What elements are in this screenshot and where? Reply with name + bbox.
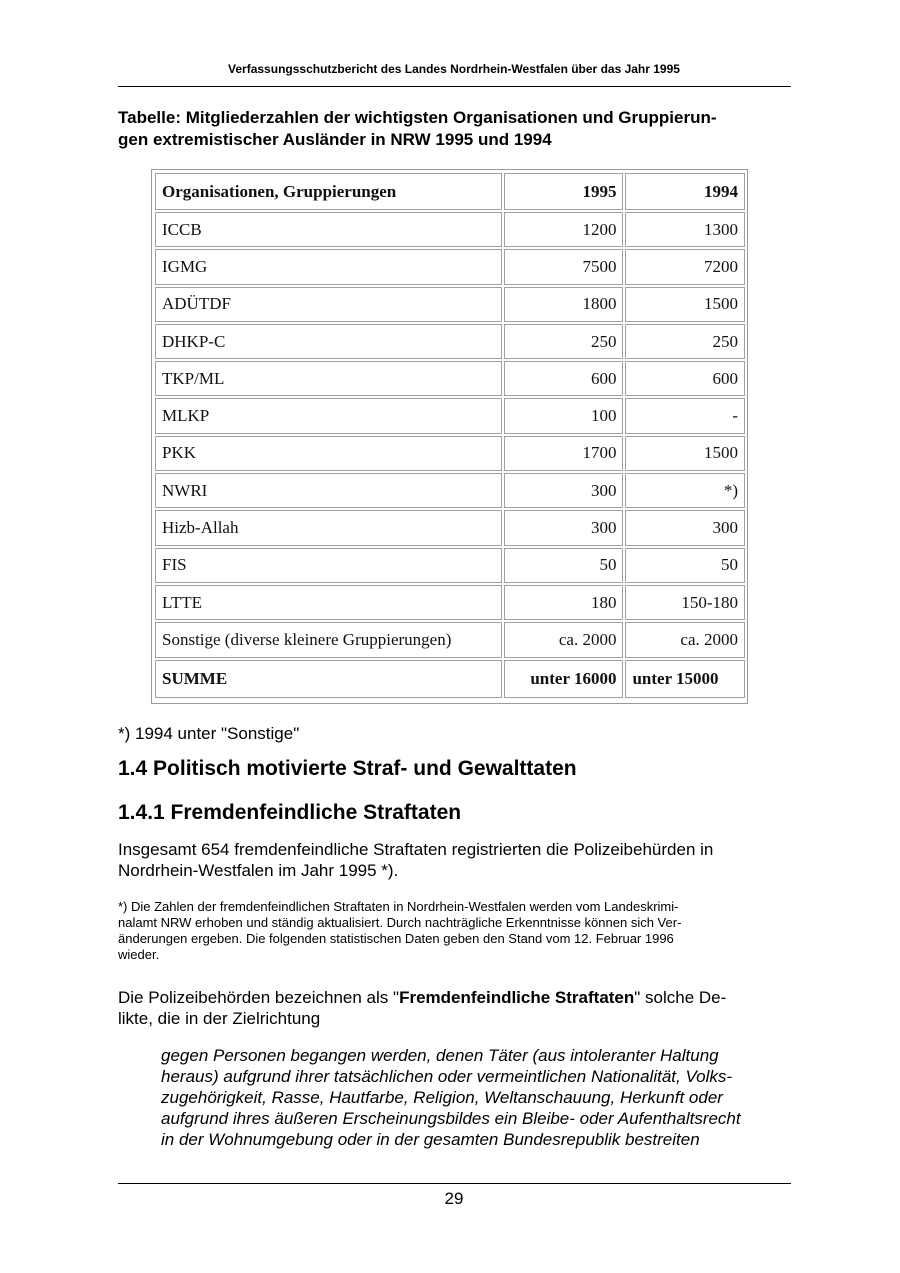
column-header-1994: 1994 xyxy=(625,173,745,210)
footer-divider xyxy=(118,1183,791,1184)
organisation-cell: LTTE xyxy=(155,585,502,620)
definition-text-after: " solche De- likte, die in der Zielrichtung xyxy=(118,988,727,1028)
members-1994-cell: 600 xyxy=(625,361,745,396)
column-header-1995: 1995 xyxy=(504,173,624,210)
page-number: 29 xyxy=(444,1189,464,1208)
total-1995-cell: unter 16000 xyxy=(504,660,624,698)
organisation-cell: MLKP xyxy=(155,398,502,433)
organisation-cell: Sonstige (diverse kleinere Gruppierungen) xyxy=(155,622,502,657)
table-row xyxy=(155,361,745,396)
table-row xyxy=(155,510,745,545)
table-row xyxy=(155,249,745,284)
members-1995-cell: 250 xyxy=(504,324,624,359)
organisation-cell: DHKP-C xyxy=(155,324,502,359)
column-header-organisation: Organisationen, Gruppierungen xyxy=(155,173,502,210)
members-1994-cell: - xyxy=(625,398,745,433)
members-1995-cell: 300 xyxy=(504,473,624,508)
table-row xyxy=(155,212,745,247)
table-row xyxy=(155,548,745,583)
members-1995-cell: 1200 xyxy=(504,212,624,247)
members-1994-cell: 1300 xyxy=(625,212,745,247)
members-1994-cell: 50 xyxy=(625,548,745,583)
members-1994-cell: 1500 xyxy=(625,287,745,322)
organisation-cell: NWRI xyxy=(155,473,502,508)
organisation-cell: FIS xyxy=(155,548,502,583)
members-1994-cell: ca. 2000 xyxy=(625,622,745,657)
members-1995-cell: 180 xyxy=(504,585,624,620)
organisation-cell: PKK xyxy=(155,436,502,471)
subsection-heading: 1.4.1 Fremdenfeindliche Straftaten xyxy=(118,801,462,824)
total-label-cell: SUMME xyxy=(155,660,502,698)
header-divider xyxy=(118,86,791,87)
members-1995-cell: 300 xyxy=(504,510,624,545)
table-row xyxy=(155,287,745,322)
members-1994-cell: *) xyxy=(625,473,745,508)
paragraph-definition xyxy=(118,987,788,1029)
members-1995-cell: 100 xyxy=(504,398,624,433)
organisation-cell: IGMG xyxy=(155,249,502,284)
definition-quote: gegen Personen begangen werden, denen Täter (aus intoleranter Haltung heraus) aufgrund ihrer tatsächlichen oder vermeintlichen Nationalität, Volks- zugehörigkeit, Rasse, Hautfarbe, Religion, Weltanschauung, Herkunft oder aufgrund ihres äußeren Erscheinungsbildes ein Bleibe- oder Aufenthaltsrecht in der Wohnumgebung oder in der gesamten Bundesrepublik bestreiten xyxy=(161,1046,741,1149)
members-1995-cell: ca. 2000 xyxy=(504,622,624,657)
total-1994-cell: unter 15000 xyxy=(625,660,745,698)
members-1995-cell: 7500 xyxy=(504,249,624,284)
members-1994-cell: 150-180 xyxy=(625,585,745,620)
paragraph-intro: Insgesamt 654 fremdenfeindliche Straftaten registrierten die Polizeibehürden in Nordrhein-Westfalen im Jahr 1995 *). xyxy=(118,840,714,880)
members-1995-cell: 50 xyxy=(504,548,624,583)
table-footnote: *) 1994 unter "Sonstige" xyxy=(118,724,300,743)
table-row xyxy=(155,398,745,433)
table-total-row xyxy=(155,660,745,698)
table-row xyxy=(155,585,745,620)
table-row xyxy=(155,436,745,471)
organisation-cell: TKP/ML xyxy=(155,361,502,396)
organisation-cell: ADÜTDF xyxy=(155,287,502,322)
members-1995-cell: 1700 xyxy=(504,436,624,471)
membership-table xyxy=(153,171,747,700)
members-1994-cell: 1500 xyxy=(625,436,745,471)
table-caption: Tabelle: Mitgliederzahlen der wichtigsten Organisationen und Gruppierun- gen extremistischer Ausländer in NRW 1995 und 1994 xyxy=(118,108,717,149)
definition-term: Fremdenfeindliche Straftaten xyxy=(399,988,635,1007)
table-row xyxy=(155,473,745,508)
members-1994-cell: 7200 xyxy=(625,249,745,284)
members-1995-cell: 600 xyxy=(504,361,624,396)
page-header: Verfassungsschutzbericht des Landes Nordrhein-Westfalen über das Jahr 1995 xyxy=(228,62,680,76)
members-1995-cell: 1800 xyxy=(504,287,624,322)
section-heading: 1.4 Politisch motivierte Straf- und Gewalttaten xyxy=(118,757,577,780)
members-1994-cell: 250 xyxy=(625,324,745,359)
table-header-row xyxy=(155,173,745,210)
organisation-cell: ICCB xyxy=(155,212,502,247)
table-row xyxy=(155,324,745,359)
table-row xyxy=(155,622,745,657)
statistics-footnote: *) Die Zahlen der fremdenfeindlichen Straftaten in Nordrhein-Westfalen werden vom Landeskrimi- nalamt NRW erhoben und ständig aktualisiert. Durch nachträgliche Erkenntnisse können sich Ver- änderungen ergeben. Die folgenden statistischen Daten geben den Stand vom 12. Februar 1996 wieder. xyxy=(118,899,682,962)
members-1994-cell: 300 xyxy=(625,510,745,545)
organisation-cell: Hizb-Allah xyxy=(155,510,502,545)
definition-text-before: Die Polizeibehörden bezeichnen als " xyxy=(118,988,400,1007)
membership-table-frame xyxy=(151,169,748,704)
